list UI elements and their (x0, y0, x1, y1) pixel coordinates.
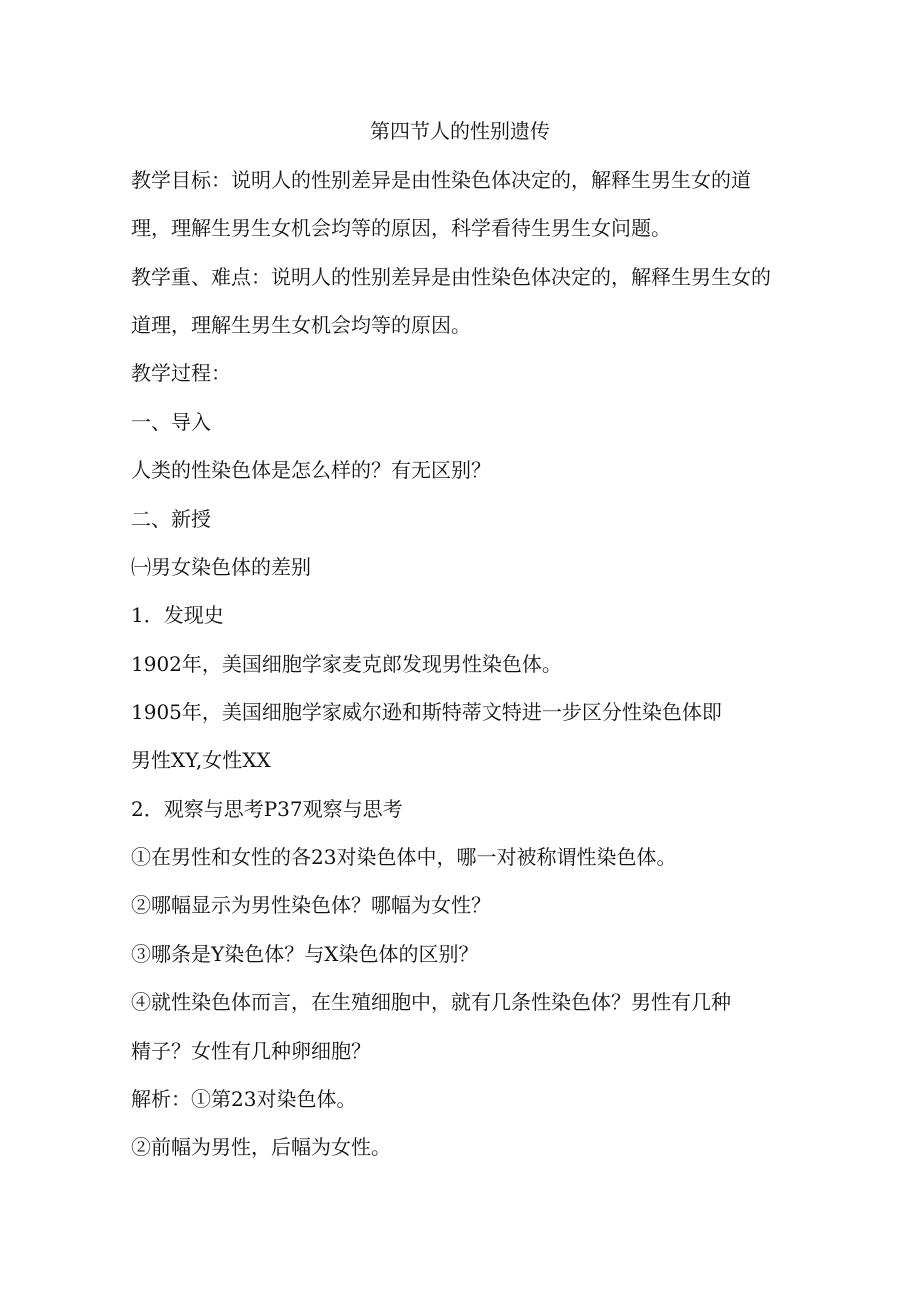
teaching-goal-line-1: 教学目标：说明人的性别差异是由性染色体决定的，解释生男生女的道 (131, 168, 751, 192)
section-intro-heading: 一、导入 (131, 410, 211, 434)
key-points-line-1: 教学重、难点：说明人的性别差异是由性染色体决定的，解释生男生女的 (131, 265, 771, 289)
page-title: 第四节人的性别遗传 (370, 119, 550, 143)
question-2: ②哪幅显示为男性染色体？哪幅为女性？ (131, 893, 491, 917)
observe-think-heading: 2．观察与思考P37观察与思考 (131, 797, 403, 821)
history-1905-line-1: 1905年，美国细胞学家威尔逊和斯特蒂文特进一步区分性染色体即 (131, 700, 722, 724)
analysis-2: ②前幅为男性，后幅为女性。 (131, 1135, 391, 1159)
intro-question: 人类的性染色体是怎么样的？有无区别？ (131, 458, 491, 482)
subsection-difference-heading: ㈠男女染色体的差别 (131, 555, 311, 579)
teaching-goal-line-2: 理，理解生男生女机会均等的原因，科学看待生男生女问题。 (131, 216, 671, 240)
analysis-1: 解析：①第23对染色体。 (131, 1087, 357, 1111)
history-heading: 1．发现史 (131, 603, 224, 627)
section-new-heading: 二、新授 (131, 507, 211, 531)
process-heading: 教学过程： (131, 361, 231, 385)
question-1: ①在男性和女性的各23对染色体中，哪一对被称谓性染色体。 (131, 845, 677, 869)
question-3: ③哪条是Y染色体？与X染色体的区别？ (131, 942, 479, 966)
history-1905-line-2: 男性XY,女性XX (131, 748, 271, 772)
question-4-line-1: ④就性染色体而言，在生殖细胞中，就有几条性染色体？男性有几种 (131, 990, 731, 1014)
question-4-line-2: 精子？女性有几种卵细胞？ (131, 1039, 371, 1063)
key-points-line-2: 道理，理解生男生女机会均等的原因。 (131, 313, 471, 337)
history-1902: 1902年，美国细胞学家麦克郎发现男性染色体。 (131, 652, 562, 676)
